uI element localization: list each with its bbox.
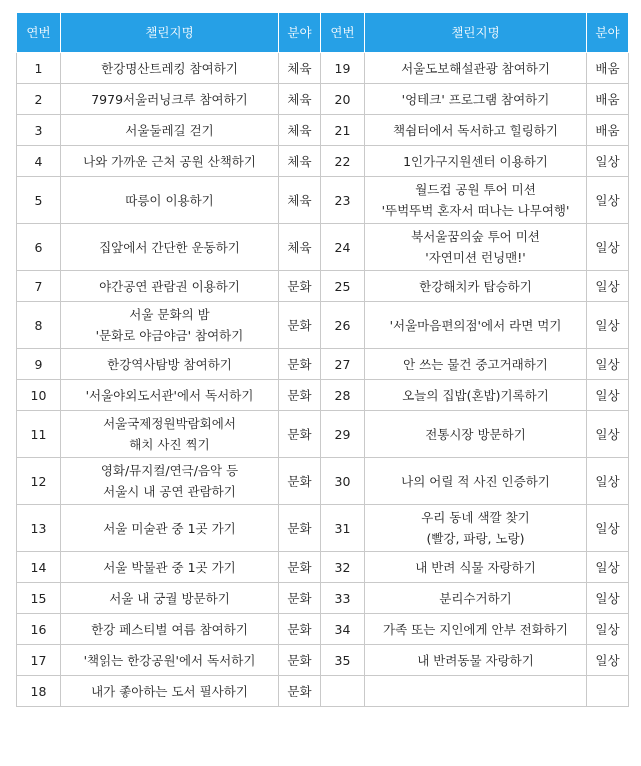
category-cell: 일상 [587, 271, 629, 302]
table-row [17, 177, 629, 224]
row-number-cell: 35 [321, 645, 365, 676]
challenge-name-cell [61, 177, 279, 224]
challenge-name-cell [61, 583, 279, 614]
category-cell: 배움 [587, 115, 629, 146]
row-number-cell: 34 [321, 614, 365, 645]
challenge-name-line: 책쉼터에서 독서하고 힐링하기 [393, 122, 558, 138]
row-number-cell: 5 [17, 177, 61, 224]
challenge-name-line: 오늘의 집밥(혼밥)기록하기 [402, 387, 549, 403]
row-number-cell: 31 [321, 505, 365, 552]
challenge-name-cell [365, 411, 587, 458]
challenge-name-cell [61, 614, 279, 645]
challenge-name-cell [365, 53, 587, 84]
row-number-cell: 29 [321, 411, 365, 458]
challenge-name-line: 집앞에서 간단한 운동하기 [99, 239, 240, 255]
category-cell: 일상 [587, 224, 629, 271]
category-cell: 배움 [587, 53, 629, 84]
table-row [17, 53, 629, 84]
row-number-cell: 23 [321, 177, 365, 224]
challenge-name-line: 한강역사탐방 참여하기 [107, 356, 232, 372]
challenge-name-line: '책읽는 한강공원'에서 독서하기 [83, 652, 256, 668]
header-number: 연번 [17, 13, 61, 53]
row-number-cell: 2 [17, 84, 61, 115]
challenge-name-line: 월드컵 공원 투어 미션 [415, 182, 536, 197]
challenge-name-cell [61, 84, 279, 115]
challenge-name-line: 서울 문화의 밤 [129, 307, 210, 322]
challenge-name-line: 따릉이 이용하기 [125, 192, 214, 208]
category-cell: 일상 [587, 146, 629, 177]
category-cell: 일상 [587, 458, 629, 505]
challenge-name-line: 한강명산트레킹 참여하기 [101, 60, 238, 76]
header-challenge-name: 챌린지명 [61, 13, 279, 53]
category-cell: 문화 [279, 583, 321, 614]
challenge-name-cell [365, 676, 587, 707]
category-cell: 문화 [279, 271, 321, 302]
challenge-name-line: 한강해치카 탑승하기 [419, 278, 532, 294]
row-number-cell: 9 [17, 349, 61, 380]
row-number-cell: 27 [321, 349, 365, 380]
category-cell: 배움 [587, 84, 629, 115]
category-cell: 체육 [279, 53, 321, 84]
category-cell: 문화 [279, 552, 321, 583]
category-cell: 문화 [279, 676, 321, 707]
challenge-name-line: '문화로 야금야금' 참여하기 [95, 328, 244, 343]
row-number-cell: 15 [17, 583, 61, 614]
category-cell: 일상 [587, 552, 629, 583]
challenge-name-cell [365, 505, 587, 552]
challenge-name-line: 내 반려동물 자랑하기 [417, 652, 534, 668]
row-number-cell: 6 [17, 224, 61, 271]
row-number-cell: 4 [17, 146, 61, 177]
challenge-name-cell [61, 53, 279, 84]
challenge-name-cell [365, 645, 587, 676]
challenge-name-line: 서울 박물관 중 1곳 가기 [103, 559, 236, 575]
challenge-name-line: 야간공연 관람권 이용하기 [99, 278, 240, 294]
challenge-name-cell [61, 115, 279, 146]
challenge-name-line: 분리수거하기 [439, 590, 512, 606]
row-number-cell: 32 [321, 552, 365, 583]
table-row [17, 380, 629, 411]
challenge-name-line: 서울시 내 공연 관람하기 [103, 484, 236, 499]
category-cell: 일상 [587, 411, 629, 458]
category-cell: 일상 [587, 177, 629, 224]
challenge-name-cell [61, 676, 279, 707]
row-number-cell: 3 [17, 115, 61, 146]
table-row [17, 349, 629, 380]
category-cell: 체육 [279, 115, 321, 146]
challenge-name-line: 북서울꿈의숲 투어 미션 [411, 229, 540, 244]
challenge-name-line: 가족 또는 지인에게 안부 전화하기 [383, 621, 568, 637]
challenge-name-cell [365, 380, 587, 411]
category-cell: 체육 [279, 224, 321, 271]
challenge-name-cell [365, 271, 587, 302]
row-number-cell: 1 [17, 53, 61, 84]
row-number-cell: 25 [321, 271, 365, 302]
challenge-name-line: 전통시장 방문하기 [425, 426, 526, 442]
challenge-name-cell [61, 458, 279, 505]
category-cell: 문화 [279, 349, 321, 380]
challenge-name-cell [365, 115, 587, 146]
challenge-name-line: 서울국제정원박람회에서 [103, 416, 236, 431]
row-number-cell: 12 [17, 458, 61, 505]
row-number-cell: 33 [321, 583, 365, 614]
challenge-name-line: 영화/뮤지컬/연극/음악 등 [100, 463, 239, 478]
row-number-cell: 17 [17, 645, 61, 676]
challenge-name-line: '서울마음편의점'에서 라면 먹기 [389, 317, 562, 333]
header-category: 분야 [279, 13, 321, 53]
table-row [17, 224, 629, 271]
category-cell: 체육 [279, 146, 321, 177]
row-number-cell: 13 [17, 505, 61, 552]
category-cell: 문화 [279, 302, 321, 349]
challenge-name-line: 내 반려 식물 자랑하기 [415, 559, 536, 575]
challenge-name-line: 서울 내 궁궐 방문하기 [109, 590, 230, 606]
challenge-name-cell [61, 349, 279, 380]
table-row [17, 583, 629, 614]
challenge-name-cell [61, 411, 279, 458]
category-cell: 일상 [587, 614, 629, 645]
category-cell [587, 676, 629, 707]
challenge-name-cell [61, 380, 279, 411]
row-number-cell: 18 [17, 676, 61, 707]
table-header-row [17, 13, 629, 53]
challenge-name-cell [61, 552, 279, 583]
challenge-name-cell [365, 349, 587, 380]
challenge-name-line: 한강 페스티벌 여름 참여하기 [91, 621, 248, 637]
row-number-cell [321, 676, 365, 707]
header-number: 연번 [321, 13, 365, 53]
challenge-name-cell [61, 146, 279, 177]
challenge-name-cell [61, 271, 279, 302]
row-number-cell: 19 [321, 53, 365, 84]
challenge-name-line: '엉테크' 프로그램 참여하기 [401, 91, 550, 107]
table-row [17, 84, 629, 115]
challenge-name-cell [61, 505, 279, 552]
challenge-name-cell [61, 302, 279, 349]
challenge-table [16, 12, 629, 707]
category-cell: 체육 [279, 177, 321, 224]
header-challenge-name: 챌린지명 [365, 13, 587, 53]
category-cell: 문화 [279, 614, 321, 645]
challenge-name-cell [365, 302, 587, 349]
challenge-name-cell [365, 614, 587, 645]
challenge-name-line: (빨강, 파랑, 노랑) [426, 531, 525, 546]
row-number-cell: 14 [17, 552, 61, 583]
challenge-name-cell [365, 177, 587, 224]
category-cell: 일상 [587, 380, 629, 411]
category-cell: 문화 [279, 458, 321, 505]
row-number-cell: 26 [321, 302, 365, 349]
row-number-cell: 16 [17, 614, 61, 645]
row-number-cell: 20 [321, 84, 365, 115]
category-cell: 일상 [587, 645, 629, 676]
table-row [17, 614, 629, 645]
challenge-name-line: 우리 동네 색깔 찾기 [421, 510, 530, 525]
challenge-name-cell [365, 224, 587, 271]
category-cell: 일상 [587, 505, 629, 552]
row-number-cell: 28 [321, 380, 365, 411]
table-row [17, 146, 629, 177]
challenge-name-line: 내가 좋아하는 도서 필사하기 [91, 683, 248, 699]
challenge-name-cell [365, 84, 587, 115]
table-row [17, 115, 629, 146]
table-row [17, 505, 629, 552]
table-row [17, 411, 629, 458]
category-cell: 체육 [279, 84, 321, 115]
table-row [17, 302, 629, 349]
challenge-name-line: '서울야외도서관'에서 독서하기 [85, 387, 254, 403]
category-cell: 일상 [587, 349, 629, 380]
challenge-name-cell [365, 552, 587, 583]
row-number-cell: 7 [17, 271, 61, 302]
category-cell: 일상 [587, 583, 629, 614]
challenge-name-line: 나와 가까운 근처 공원 산책하기 [83, 153, 256, 169]
table-row [17, 552, 629, 583]
row-number-cell: 11 [17, 411, 61, 458]
table-row [17, 676, 629, 707]
table-row [17, 645, 629, 676]
challenge-name-line: 안 쓰는 물건 중고거래하기 [403, 356, 548, 372]
category-cell: 문화 [279, 645, 321, 676]
challenge-name-cell [61, 224, 279, 271]
challenge-name-cell [365, 146, 587, 177]
challenge-name-line: 서울둘레길 걷기 [125, 122, 214, 138]
row-number-cell: 21 [321, 115, 365, 146]
challenge-name-cell [61, 645, 279, 676]
header-category: 분야 [587, 13, 629, 53]
challenge-name-line: '뚜벅뚜벅 혼자서 떠나는 나무여행' [381, 203, 570, 218]
table-row [17, 271, 629, 302]
table-row [17, 458, 629, 505]
challenge-name-line: 서울 미술관 중 1곳 가기 [103, 520, 236, 536]
category-cell: 문화 [279, 505, 321, 552]
row-number-cell: 8 [17, 302, 61, 349]
challenge-name-line: 1인가구지원센터 이용하기 [403, 153, 548, 169]
challenge-name-line: 나의 어릴 적 사진 인증하기 [401, 473, 550, 489]
challenge-name-line: 서울도보해설관광 참여하기 [401, 60, 550, 76]
challenge-name-line: '자연미션 런닝맨!' [425, 250, 526, 265]
challenge-name-cell [365, 458, 587, 505]
row-number-cell: 24 [321, 224, 365, 271]
category-cell: 문화 [279, 380, 321, 411]
challenge-name-line: 해치 사진 찍기 [129, 437, 210, 452]
category-cell: 문화 [279, 411, 321, 458]
category-cell: 일상 [587, 302, 629, 349]
challenge-name-cell [365, 583, 587, 614]
challenge-name-line: 7979서울러닝크루 참여하기 [91, 91, 248, 107]
row-number-cell: 10 [17, 380, 61, 411]
row-number-cell: 22 [321, 146, 365, 177]
row-number-cell: 30 [321, 458, 365, 505]
